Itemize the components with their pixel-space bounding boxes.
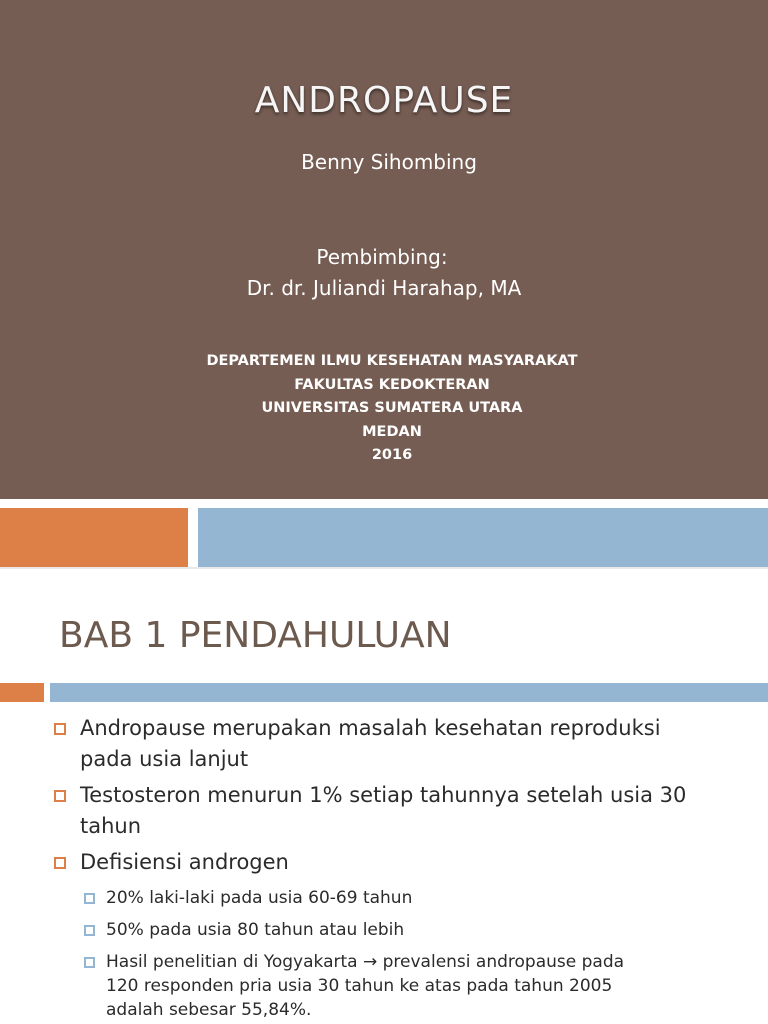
supervisor-label: Pembimbing: bbox=[316, 245, 448, 269]
square-bullet-icon bbox=[54, 790, 66, 802]
year: 2016 bbox=[371, 447, 413, 463]
accent-bar-orange bbox=[0, 683, 44, 702]
author-name: Benny Sihombing bbox=[301, 150, 477, 174]
accent-bar-blue bbox=[50, 683, 768, 702]
square-bullet-icon bbox=[54, 857, 66, 869]
bullet-text: Defisiensi androgen bbox=[80, 850, 289, 874]
bullet-text: tahun bbox=[80, 814, 142, 838]
square-sub-bullet-icon bbox=[84, 893, 95, 904]
bullet-text: Testosteron menurun 1% setiap tahunnya setelah usia 30 bbox=[80, 783, 687, 807]
department-name: DEPARTEMEN ILMU KESEHATAN MASYARAKAT bbox=[206, 353, 578, 369]
institution-block bbox=[0, 350, 768, 468]
square-sub-bullet-icon bbox=[84, 925, 95, 936]
supervisor-name: Dr. dr. Juliandi Harahap, MA bbox=[246, 276, 522, 300]
accent-bar-orange bbox=[0, 508, 188, 567]
presentation-title: ANDROPAUSE bbox=[254, 80, 514, 121]
sub-bullet-text: 120 responden pria usia 30 tahun ke atas pada tahun 2005 bbox=[106, 976, 613, 996]
slide-title: BAB 1 PENDAHULUAN bbox=[59, 615, 452, 656]
university-name: UNIVERSITAS SUMATERA UTARA bbox=[261, 400, 523, 416]
bullet-text: Andropause merupakan masalah kesehatan reproduksi bbox=[80, 716, 661, 740]
content-slide bbox=[0, 569, 768, 1024]
sub-bullet-text: 50% pada usia 80 tahun atau lebih bbox=[106, 920, 405, 940]
bullet-text: pada usia lanjut bbox=[80, 747, 249, 771]
accent-bar-blue bbox=[198, 508, 768, 567]
city-name: MEDAN bbox=[362, 423, 422, 440]
square-bullet-icon bbox=[54, 723, 66, 735]
sub-bullet-text: Hasil penelitian di Yogyakarta → prevalensi andropause pada bbox=[106, 952, 625, 972]
square-sub-bullet-icon bbox=[84, 957, 95, 968]
faculty-name: FAKULTAS KEDOKTERAN bbox=[294, 376, 490, 393]
sub-bullet-text: adalah sebesar 55,84%. bbox=[106, 1000, 312, 1020]
title-slide-background bbox=[0, 0, 768, 499]
sub-bullet-text: 20% laki-laki pada usia 60-69 tahun bbox=[106, 888, 413, 908]
